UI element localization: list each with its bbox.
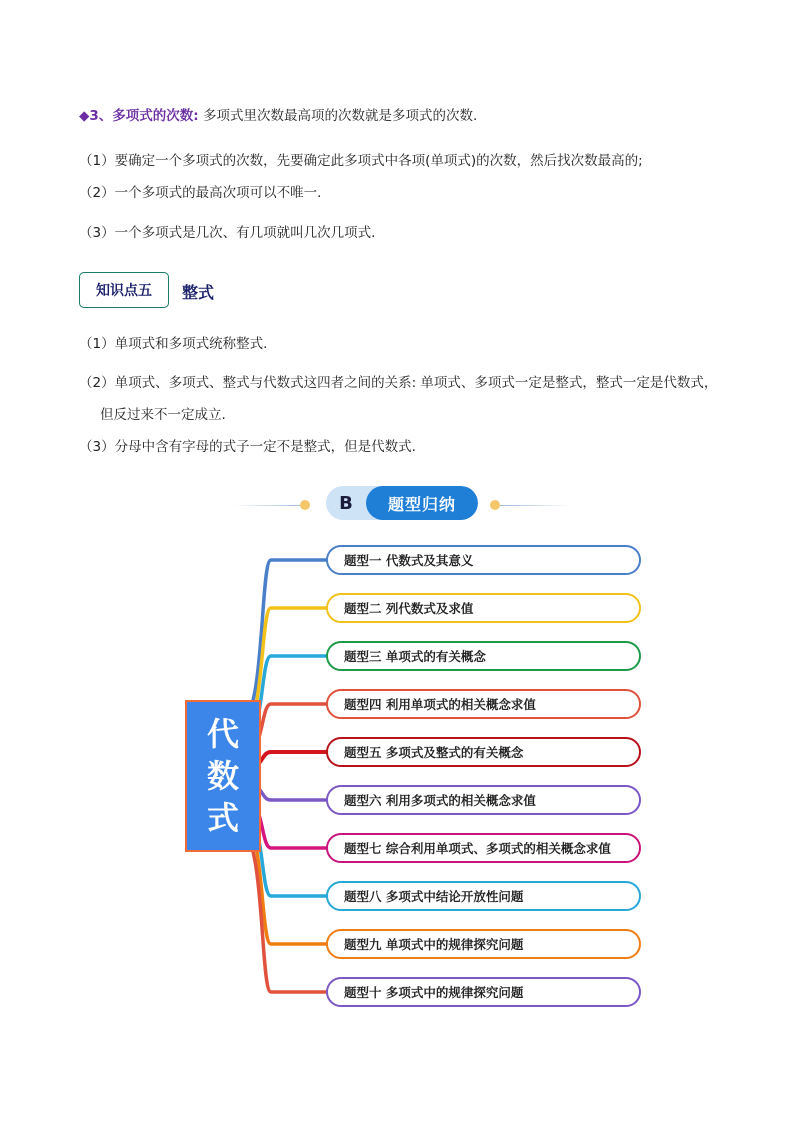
branch-line — [240, 830, 326, 992]
section3-heading: ◆3、多项式的次数: — [79, 108, 199, 124]
branch-line — [240, 560, 326, 722]
topic-node: 题型八 多项式中结论开放性问题 — [326, 881, 641, 911]
topic-node: 题型三 单项式的有关概念 — [326, 641, 641, 671]
section-letter: B — [339, 492, 353, 514]
topic-node: 题型九 单项式中的规律探究问题 — [326, 929, 641, 959]
knowledge5-item-1: （1）单项式和多项式统称整式. — [79, 336, 268, 352]
topic-node: 题型一 代数式及其意义 — [326, 545, 641, 575]
topic-node: 题型十 多项式中的规律探究问题 — [326, 977, 641, 1007]
section-label: 题型归纳 — [366, 486, 478, 520]
topic-node: 题型六 利用多项式的相关概念求值 — [326, 785, 641, 815]
knowledge5-item-2-cont: 但反过来不一定成立. — [100, 407, 226, 423]
root-char-2: 数 — [206, 757, 239, 795]
knowledge-point-title: 整式 — [182, 283, 215, 302]
knowledge5-item-2: （2）单项式、多项式、整式与代数式这四者之间的关系: 单项式、多项式一定是整式，整式一定是代数式， — [79, 375, 718, 391]
root-char-3: 式 — [206, 799, 239, 837]
topic-node: 题型七 综合利用单项式、多项式的相关概念求值 — [326, 833, 641, 863]
section3-item-2: （2）一个多项式的最高次项可以不唯一. — [79, 185, 322, 201]
section3-item-1: （1）要确定一个多项式的次数，先要确定此多项式中各项(单项式)的次数，然后找次数最高的; — [79, 153, 643, 169]
knowledge-point-label: 知识点五 — [79, 272, 169, 308]
topic-node: 题型五 多项式及整式的有关概念 — [326, 737, 641, 767]
root-char-1: 代 — [206, 715, 239, 753]
topic-node: 题型四 利用单项式的相关概念求值 — [326, 689, 641, 719]
section3-body: 多项式里次数最高项的次数就是多项式的次数. — [198, 108, 478, 124]
section3-item-3: （3）一个多项式是几次、有几项就叫几次几项式. — [79, 225, 376, 241]
knowledge5-item-3: （3）分母中含有字母的式子一定不是整式，但是代数式. — [79, 439, 416, 455]
mindmap-root — [185, 700, 261, 852]
topic-node: 题型二 列代数式及求值 — [326, 593, 641, 623]
